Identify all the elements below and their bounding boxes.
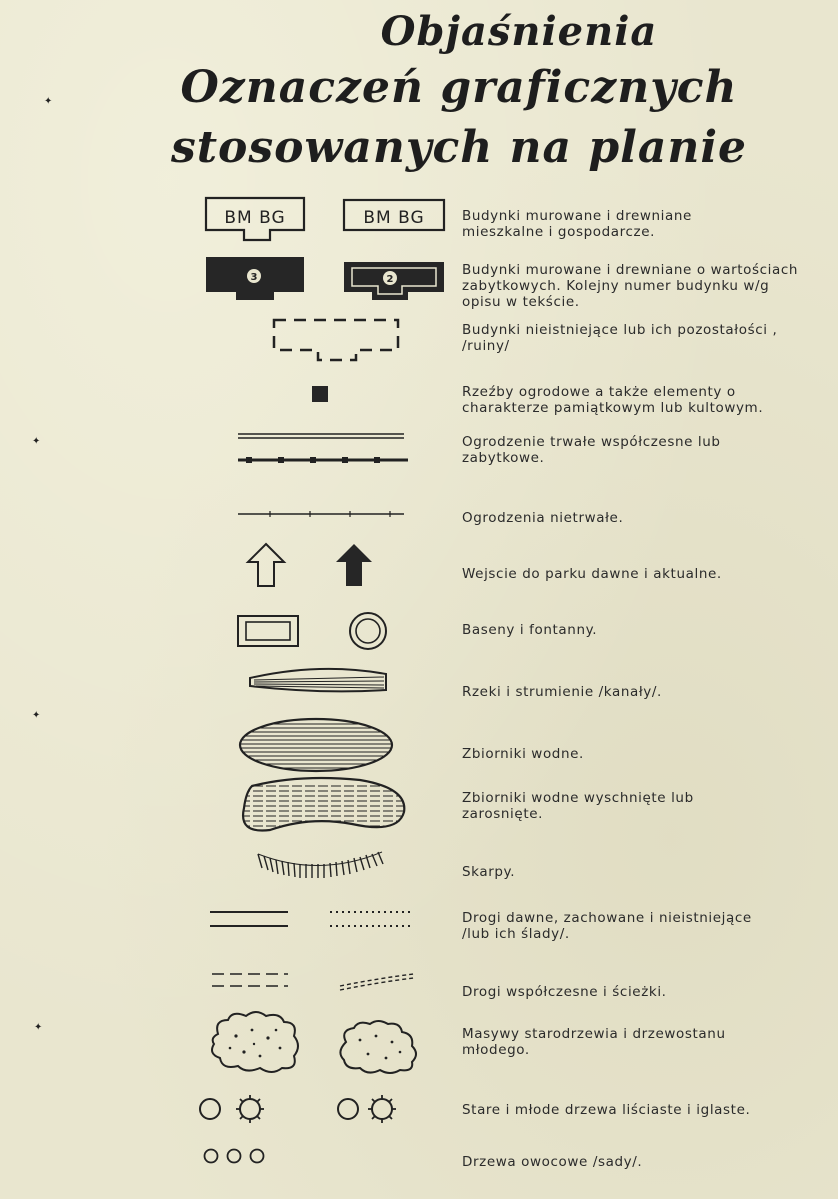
escarpment-icon	[0, 846, 460, 886]
legend-text: Ogrodzenie trwałe współczesne lub zabytkowe.	[462, 434, 721, 466]
legend-row-reservoirs	[0, 712, 838, 776]
temporary-fence-icon	[0, 502, 460, 532]
building-number: 2	[386, 274, 394, 285]
building-number: 3	[250, 272, 258, 283]
legend-row-tree-masses	[0, 1008, 838, 1078]
legend-text: Skarpy.	[462, 864, 516, 880]
building-label: BM BG	[363, 208, 425, 228]
sculpture-square-icon	[0, 380, 460, 420]
legend-row-escarpments	[0, 846, 838, 886]
legend-row-entrances	[0, 540, 838, 592]
legend-text: Drogi dawne, zachowane i nieistniejące /lub ich ślady/.	[462, 910, 752, 942]
legend-row-rivers	[0, 664, 838, 704]
legend-row-historic-buildings	[0, 254, 838, 310]
legend-text: Drzewa owocowe /sady/.	[462, 1154, 643, 1170]
legend-row-sculptures	[0, 380, 838, 420]
trees-icon	[0, 1092, 460, 1128]
historic-building-icon	[0, 254, 460, 310]
legend-text: Masywy starodrzewia i drzewostanu młodego.	[462, 1026, 726, 1058]
registration-mark: ✦	[44, 96, 53, 107]
registration-mark: ✦	[34, 1022, 43, 1033]
pool-fountain-icon	[0, 610, 460, 654]
legend-text: Rzeźby ogrodowe a także elementy o charakterze pamiątkowym lub kultowym.	[462, 384, 764, 416]
legend-row-permanent-fence	[0, 428, 838, 468]
river-icon	[0, 664, 460, 704]
fruit-trees-icon	[0, 1142, 460, 1178]
legend-text: Baseny i fontanny.	[462, 622, 598, 638]
title-line-1: Objaśnienia	[380, 8, 658, 55]
registration-mark: ✦	[32, 436, 41, 447]
dried-reservoir-icon	[0, 774, 460, 838]
legend-row-dried-reservoirs	[0, 774, 838, 838]
legend-text: Drogi współczesne i ścieżki.	[462, 984, 667, 1000]
legend-row-buildings	[0, 196, 838, 246]
building-label: BM BG	[224, 208, 286, 228]
legend-row-fruit-trees	[0, 1142, 838, 1178]
legend-text: Rzeki i strumienie /kanały/.	[462, 684, 662, 700]
legend-text: Zbiorniki wodne.	[462, 746, 584, 762]
legend-row-historic-roads	[0, 900, 838, 948]
tree-masses-icon	[0, 1008, 460, 1078]
permanent-fence-icon	[0, 428, 460, 468]
building-outline-icon	[0, 196, 460, 246]
legend-row-modern-roads	[0, 964, 838, 1004]
legend-text: Budynki murowane i drewniane mieszkalne i gospodarcze.	[462, 208, 692, 240]
modern-roads-icon	[0, 964, 460, 1004]
registration-mark: ✦	[32, 710, 41, 721]
legend-row-trees	[0, 1092, 838, 1128]
ruin-building-icon	[0, 316, 460, 366]
legend-text: Ogrodzenia nietrwałe.	[462, 510, 624, 526]
legend-row-pools	[0, 610, 838, 654]
legend-text: Budynki murowane i drewniane o wartościach zabytkowych. Kolejny numer budynku w/g opisu w tekście.	[462, 262, 799, 310]
title-line-2: Oznaczeń graficznych	[180, 62, 738, 113]
legend-text: Stare i młode drzewa liściaste i iglaste.	[462, 1102, 751, 1118]
legend-text: Budynki nieistniejące lub ich pozostałości , /ruiny/	[462, 322, 778, 354]
legend-row-temporary-fence	[0, 502, 838, 532]
legend-text: Wejscie do parku dawne i aktualne.	[462, 566, 722, 582]
water-reservoir-icon	[0, 712, 460, 776]
legend-text: Zbiorniki wodne wyschnięte lub zarosnięte.	[462, 790, 694, 822]
entrance-arrows-icon	[0, 540, 460, 592]
legend-row-ruins	[0, 316, 838, 366]
title-line-3: stosowanych na planie	[170, 122, 748, 173]
historic-roads-icon	[0, 900, 460, 948]
